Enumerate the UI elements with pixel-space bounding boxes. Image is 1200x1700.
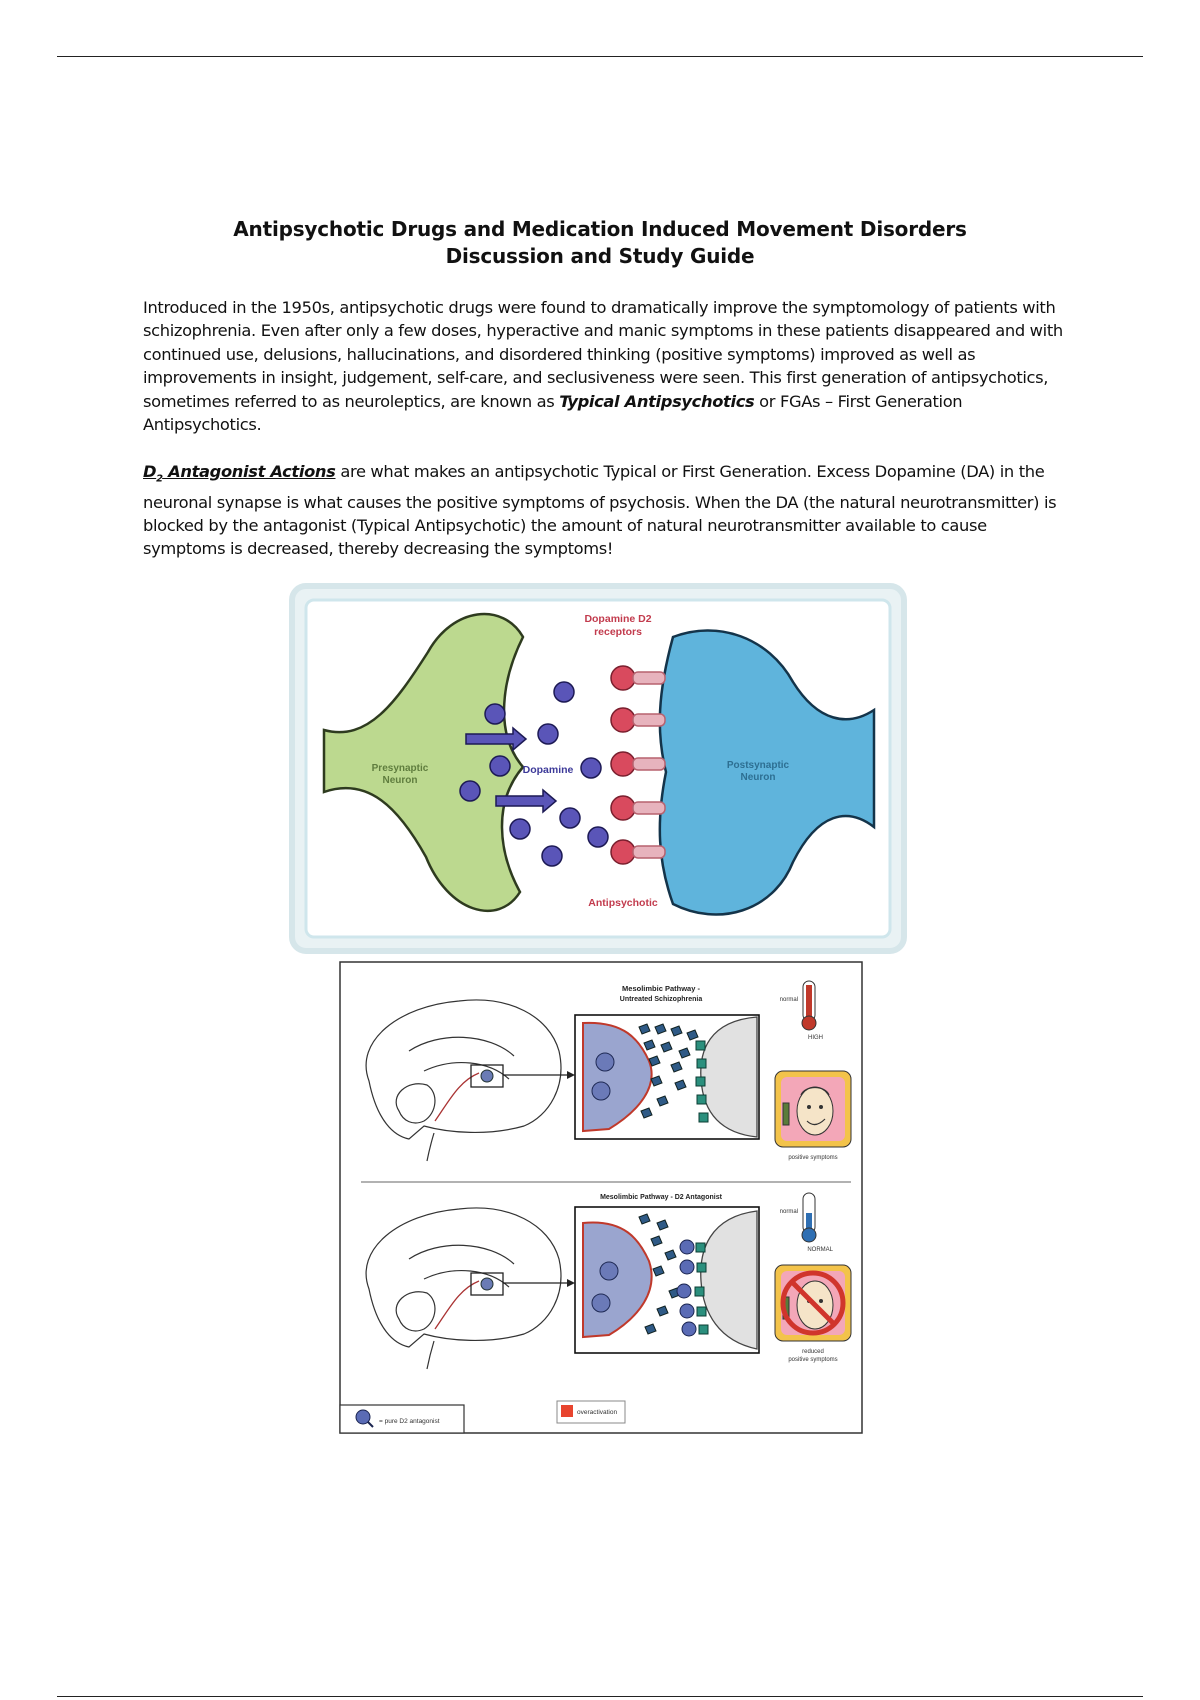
top-therm-high: HIGH [808,1035,823,1041]
d2-text: are what makes an antipsychotic Typical or First Generation. Excess Dopamine (DA) in the neuronal synapse is what causes the positive symptoms of psychosis. When the DA (the natural neurotransmitter) is blocked by the antagonist (Typical Antipsychotic) the amount of natural neurotransmitter available to cause symptoms is decreased, thereby decreasing the symptoms! [143,462,1057,559]
overactivation-swatch [561,1405,573,1417]
antipsychotic-label: Antipsychotic [588,897,658,909]
d2-antagonist-term [143,462,336,485]
presynaptic-label-2: Neuron [382,775,418,786]
top-rule [57,56,1143,57]
top-therm-normal: normal [779,997,798,1003]
top-title-1: Mesolimbic Pathway - [622,984,700,993]
intro-text: Introduced in the 1950s, antipsychotic drugs were found to dramatically improve the symptomology of patients with schizophrenia. Even after only a few doses, hyperactive and manic symptoms in these patients disappeared and with continued use, delusions, hallucinations, and disordered thinking (positive symptoms) improved as well as improvements in insight, judgement, self-care, and seclusiveness were seen. This first generation of antipsychotics, sometimes referred to as neuroleptics, are known as [143,298,1063,411]
d2-term-rest: Antagonist Actions [162,462,336,481]
title-line-1: Antipsychotic Drugs and Medication Induced Movement Disorders [233,217,967,241]
d2-term-prefix: D [143,462,157,481]
dopamine-molecule [542,846,562,866]
receptor-label-1: Dopamine D2 [584,613,652,625]
typical-antipsychotics-term: Typical Antipsychotics [559,391,755,411]
dopamine-molecule [460,781,480,801]
vesicle [592,1082,610,1100]
legend-left-label: = pure D2 antagonist [379,1418,440,1425]
dopamine-molecule [560,808,580,828]
dopamine-molecule [538,724,558,744]
d2-antagonist-icon [356,1410,370,1424]
intro-paragraph [143,296,1063,436]
vesicle [596,1053,614,1071]
thermometer-fill [806,985,812,1017]
dopamine-molecule [490,756,510,776]
dopamine-molecule [554,682,574,702]
bottom-therm-normal: normal [779,1209,798,1215]
dopamine-molecule [581,758,601,778]
d2-term-subscript: 2 [156,473,163,485]
mesolimbic-diagram [339,961,863,1434]
dopamine-molecule [588,827,608,847]
figure-icon [783,1103,789,1125]
bottom-rule [57,1696,1143,1697]
document-title [0,216,1200,270]
thermometer-fill [806,1213,812,1229]
bottom-caption-1: reduced [802,1349,824,1355]
vesicle [592,1294,610,1312]
legend-right-label: overactivation [577,1409,618,1416]
thermometer-bulb [802,1016,816,1030]
dopamine-molecule [485,704,505,724]
receptor-label-2: receptors [594,626,642,638]
vesicle [600,1262,618,1280]
top-caption: positive symptoms [788,1155,838,1161]
top-title-2: Untreated Schizophrenia [619,996,703,1003]
thermometer-bulb [802,1228,816,1242]
bottom-therm-normal-level: NORMAL [807,1247,833,1253]
d2-paragraph [143,460,1063,561]
synapse-diagram [288,582,908,955]
presynaptic-label-1: Presynaptic [371,763,429,774]
intro-tail: or FGAs – First Generation Antipsychotics. [143,391,963,435]
bottom-caption-2: positive symptoms [788,1357,838,1363]
title-line-2: Discussion and Study Guide [445,244,755,268]
dopamine-label: Dopamine [522,764,574,776]
face-icon [797,1087,833,1135]
postsynaptic-label-1: Postsynaptic [726,760,790,771]
zoom-marker [481,1070,493,1082]
dopamine-molecule [510,819,530,839]
zoom-marker [481,1278,493,1290]
postsynaptic-label-2: Neuron [740,772,776,783]
bottom-title: Mesolimbic Pathway - D2 Antagonist [600,1194,722,1201]
